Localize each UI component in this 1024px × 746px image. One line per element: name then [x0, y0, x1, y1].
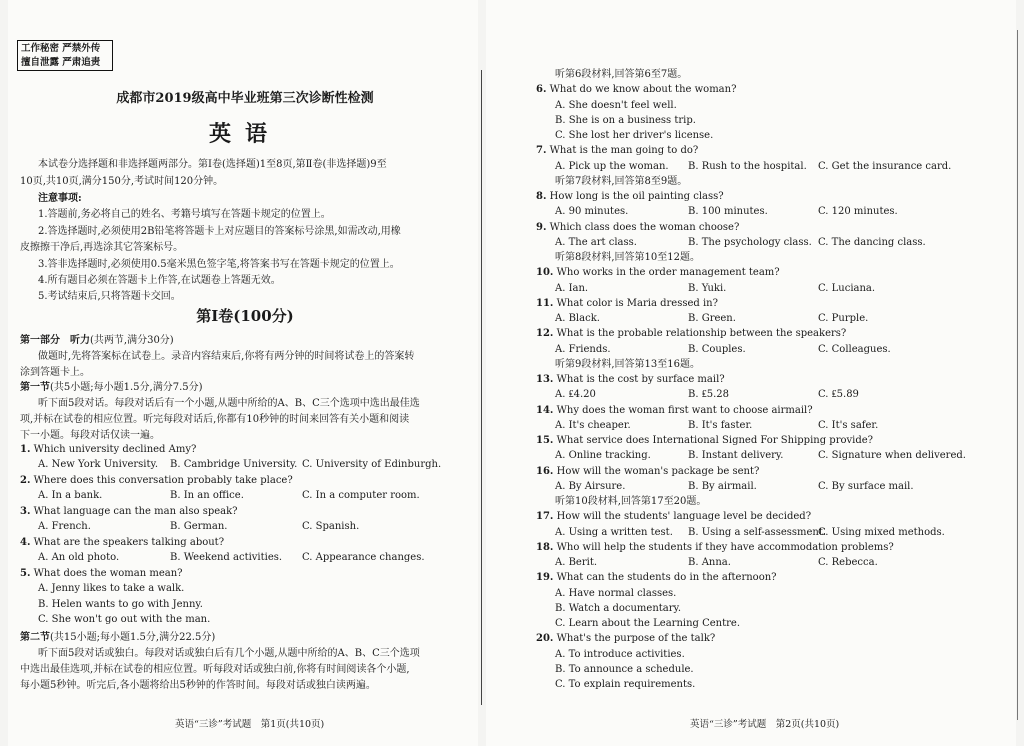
listening-instruction: 听第7段材料,回答第8至9题。	[555, 175, 688, 187]
question-number: 10.	[536, 267, 554, 279]
question-text: Who will help the students if they have accommodation problems?	[556, 541, 894, 553]
question-13	[536, 373, 725, 387]
page-edge	[1017, 30, 1018, 720]
question-2	[20, 474, 293, 488]
option-a: A. Berit.	[555, 557, 598, 568]
option-b: B. By airmail.	[688, 480, 757, 492]
option-b: B. The psychology class.	[688, 236, 812, 248]
sec2-desc-2: 中选出最佳选项,并标在试卷的相应位置。听每段对话或独白前,你将有时间阅读各个小题,	[20, 664, 410, 675]
option-c: C. Luciana.	[818, 282, 876, 294]
question-number: 4.	[20, 537, 31, 548]
note-5: 5.考试结束后,只将答题卡交回。	[38, 291, 181, 302]
sec2-title: 第二节	[20, 632, 50, 643]
sec2-desc-3: 每小题5秒钟。听完后,各小题将给出5秒钟的作答时间。每段对话或独白读两遍。	[20, 680, 376, 691]
question-19	[536, 571, 777, 585]
question-text: What is the man going to do?	[549, 145, 699, 157]
part1-desc-1: 做题时,先将答案标在试卷上。录音内容结束后,你将有两分钟的时间将试卷上的答案转	[38, 351, 415, 362]
question-18	[536, 541, 894, 555]
question-number: 2.	[20, 475, 31, 486]
option-line: A. She doesn't feel well.	[555, 99, 677, 111]
option-a: A. Online tracking.	[555, 450, 651, 462]
option-b: B. Using a self-assessment.	[688, 526, 827, 538]
page-2-footer: 英语“三诊”考试题 第2页(共10页)	[690, 719, 840, 730]
question-number: 20.	[536, 633, 554, 645]
option-line: A. To introduce activities.	[555, 648, 685, 660]
question-14	[536, 404, 813, 418]
option-b: B. German.	[170, 521, 228, 532]
option-c: C. Rebecca.	[818, 557, 878, 568]
part1-desc-2: 涂到答题卡上。	[20, 367, 90, 378]
option-b: B. Weekend activities.	[170, 552, 283, 563]
subject-title: 英语	[208, 121, 281, 147]
option-a: A. Friends.	[555, 343, 611, 355]
sec2-info: (共15小题;每小题1.5分,满分22.5分)	[50, 632, 216, 643]
question-number: 1.	[20, 444, 31, 455]
confidential-stamp	[17, 40, 113, 71]
stamp-line-2: 擅自泄露 严肃追责	[21, 57, 101, 68]
sec2-heading	[20, 630, 215, 645]
option-c: C. She won't go out with the man.	[38, 614, 211, 625]
option-c: C. In a computer room.	[302, 490, 420, 501]
question-number: 11.	[536, 297, 554, 309]
option-a: A. French.	[38, 521, 91, 532]
question-text: How will the students' language level be decided?	[556, 511, 812, 523]
option-a: A. Pick up the woman.	[555, 160, 669, 172]
question-number: 8.	[536, 191, 547, 202]
option-line: A. Have normal classes.	[555, 587, 677, 599]
option-a: A. 90 minutes.	[555, 206, 629, 218]
option-a: A. New York University.	[38, 459, 159, 470]
volume-title: 第Ⅰ卷(100分)	[196, 307, 294, 325]
question-text: Who works in the order management team?	[556, 267, 780, 279]
question-text: What are the speakers talking about?	[33, 537, 225, 548]
question-text: What service does International Signed For Shipping provide?	[556, 435, 874, 446]
option-c: C. The dancing class.	[818, 236, 926, 248]
sec1-desc-1: 听下面5段对话。每段对话后有一个小题,从题中所给的A、B、C三个选项中选出最佳选	[38, 398, 420, 409]
question-number: 12.	[536, 328, 554, 340]
option-a: A. It's cheaper.	[555, 419, 631, 431]
question-text: What is the cost by surface mail?	[556, 374, 725, 385]
question-7	[536, 144, 698, 158]
part1-title: 第一部分 听力	[20, 335, 90, 346]
note-3: 3.答非选择题时,必须使用0.5毫米黑色签字笔,将答案书写在答题卡规定的位置上。	[38, 259, 400, 270]
question-text: Where does this conversation probably take place?	[33, 475, 293, 486]
option-b: B. 100 minutes.	[688, 206, 768, 218]
question-16	[536, 465, 759, 479]
listening-instruction: 听第10段材料,回答第17至20题。	[555, 496, 707, 507]
option-a: A. Black.	[555, 313, 600, 324]
option-c: C. Colleagues.	[818, 343, 891, 355]
option-c: C. Using mixed methods.	[818, 526, 945, 538]
option-a: A. Jenny likes to take a walk.	[38, 583, 185, 594]
option-b: B. Green.	[688, 313, 736, 324]
note-2-cont: 皮擦擦干净后,再选涂其它答案标号。	[20, 242, 184, 253]
note-4: 4.所有题目必须在答题卡上作答,在试题卷上答题无效。	[38, 275, 281, 286]
question-1	[20, 443, 196, 457]
question-number: 6.	[536, 84, 547, 96]
question-text: What's the purpose of the talk?	[556, 633, 716, 645]
option-b: B. ₤5.28	[688, 389, 729, 401]
question-20	[536, 632, 715, 646]
intro-line-2: 10页,共10页,满分150分,考试时间120分钟。	[20, 176, 224, 187]
question-number: 9.	[536, 221, 547, 233]
question-text: What does the woman mean?	[33, 568, 183, 579]
question-text: Which university declined Amy?	[33, 444, 197, 455]
question-number: 7.	[536, 145, 547, 157]
option-b: B. Cambridge University.	[170, 459, 298, 470]
sec1-title: 第一节	[20, 382, 50, 393]
option-c: C. It's safer.	[818, 419, 879, 431]
question-text: How long is the oil painting class?	[549, 191, 724, 202]
option-a: A. The art class.	[555, 236, 637, 248]
question-text: Why does the woman first want to choose airmail?	[556, 404, 813, 416]
question-text: How will the woman's package be sent?	[556, 465, 760, 477]
option-c: C. Purple.	[818, 313, 869, 324]
page-divider	[481, 70, 482, 705]
question-11	[536, 297, 718, 311]
sec1-desc-3: 下一小题。每段对话仅读一遍。	[20, 430, 160, 441]
option-line: B. She is on a business trip.	[555, 114, 696, 126]
option-b: B. Helen wants to go with Jenny.	[38, 598, 203, 610]
option-line: C. Learn about the Learning Centre.	[555, 618, 741, 629]
note-1: 1.答题前,务必将自己的姓名、考籍号填写在答题卡规定的位置上。	[38, 209, 331, 220]
listening-instruction: 听第8段材料,回答第10至12题。	[555, 252, 700, 263]
question-number: 15.	[536, 435, 554, 446]
sec1-desc-2: 项,并标在试卷的相应位置。听完每段对话后,你都有10秒钟的时间来回答有关小题和阅读	[20, 414, 410, 425]
sec1-info: (共5小题;每小题1.5分,满分7.5分)	[50, 382, 203, 393]
option-b: B. Yuki.	[688, 282, 727, 294]
question-text: What do we know about the woman?	[549, 84, 737, 96]
option-c: C. 120 minutes.	[818, 206, 898, 218]
listening-instruction: 听第6段材料,回答第6至7题。	[555, 69, 688, 80]
notes-title: 注意事项:	[38, 193, 82, 204]
option-b: B. Anna.	[688, 557, 731, 568]
question-number: 13.	[536, 374, 554, 385]
question-10	[536, 266, 780, 280]
question-number: 3.	[20, 506, 31, 517]
option-c: C. Get the insurance card.	[818, 160, 952, 172]
option-line: C. She lost her driver's license.	[555, 130, 714, 141]
option-c: C. University of Edinburgh.	[302, 459, 442, 470]
option-c: C. Appearance changes.	[302, 552, 425, 563]
option-c: C. By surface mail.	[818, 480, 914, 492]
question-number: 16.	[536, 465, 554, 477]
option-a: A. An old photo.	[38, 552, 120, 563]
question-text: What color is Maria dressed in?	[556, 297, 718, 309]
question-6	[536, 83, 736, 97]
question-number: 14.	[536, 404, 554, 416]
option-b: B. Rush to the hospital.	[688, 160, 807, 172]
option-a: A. Ian.	[555, 282, 589, 294]
question-number: 19.	[536, 572, 554, 584]
page-1-footer: 英语“三诊”考试题 第1页(共10页)	[175, 719, 325, 730]
question-text: What can the students do in the afternoon?	[556, 572, 777, 584]
question-3	[20, 505, 238, 519]
option-a: A. Using a written test.	[555, 526, 673, 538]
option-a: A. In a bank.	[38, 490, 103, 501]
intro-line-1: 本试卷分选择题和非选择题两部分。第Ⅰ卷(选择题)1至8页,第Ⅱ卷(非选择题)9至	[38, 159, 387, 170]
question-5	[20, 567, 183, 581]
option-a: A. ₤4.20	[555, 389, 596, 401]
question-12	[536, 327, 846, 341]
question-number: 17.	[536, 511, 554, 523]
question-text: What language can the man also speak?	[33, 506, 238, 517]
option-c: C. Spanish.	[302, 521, 360, 532]
part1-heading	[20, 333, 174, 348]
option-line: B. To announce a schedule.	[555, 663, 694, 675]
option-line: B. Watch a documentary.	[555, 602, 682, 614]
question-15	[536, 434, 873, 448]
option-b: B. It's faster.	[688, 419, 753, 431]
option-c: C. Signature when delivered.	[818, 450, 966, 462]
sec2-desc-1: 听下面5段对话或独白。每段对话或独白后有几个小题,从题中所给的A、B、C三个选项	[38, 648, 420, 659]
option-b: B. Instant delivery.	[688, 450, 784, 462]
question-text: Which class does the woman choose?	[549, 221, 740, 233]
part1-info: (共两节,满分30分)	[90, 335, 174, 346]
question-number: 18.	[536, 541, 554, 553]
question-8	[536, 190, 724, 204]
question-9	[536, 221, 739, 235]
note-2: 2.答选择题时,必须使用2B铅笔将答题卡上对应题目的答案标号涂黑,如需改动,用橡	[38, 226, 401, 237]
exam-title: 成都市2019级高中毕业班第三次诊断性检测	[116, 91, 374, 106]
question-number: 5.	[20, 568, 31, 579]
sec1-heading	[20, 380, 203, 395]
question-text: What is the probable relationship between the speakers?	[556, 328, 847, 340]
stamp-line-1: 工作秘密 严禁外传	[21, 43, 101, 54]
option-b: B. Couples.	[688, 343, 746, 355]
option-c: C. ₤5.89	[818, 389, 859, 401]
option-b: B. In an office.	[170, 490, 244, 501]
question-17	[536, 510, 811, 524]
listening-instruction: 听第9段材料,回答第13至16题。	[555, 358, 700, 370]
option-a: A. By Airsure.	[555, 480, 626, 492]
question-4	[20, 536, 224, 550]
option-line: C. To explain requirements.	[555, 679, 696, 690]
